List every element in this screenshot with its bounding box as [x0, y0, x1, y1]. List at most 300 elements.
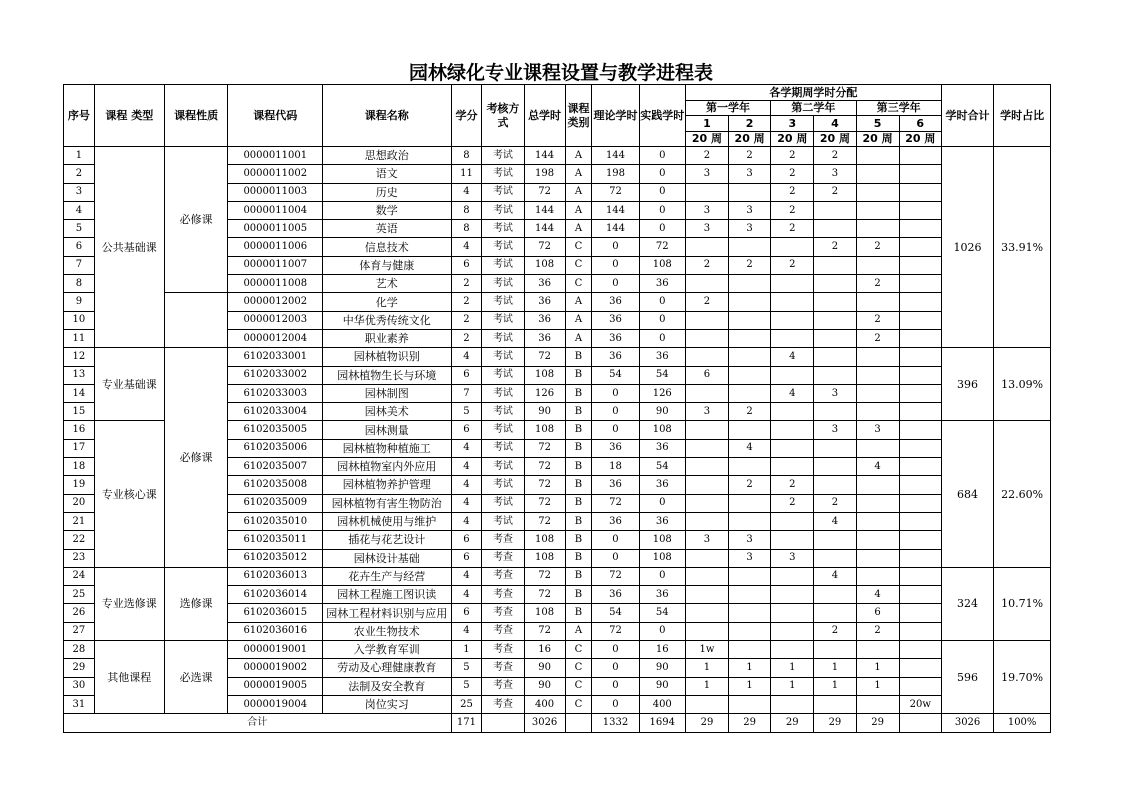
course-theory: 36: [592, 348, 639, 366]
group-ratio: 33.91%: [994, 147, 1051, 348]
semester-hours: 1: [685, 677, 728, 695]
course-name: 园林植物室内外应用: [323, 458, 452, 476]
table-footer: [64, 714, 1051, 732]
course-type-cell: 专业选修课: [94, 567, 164, 640]
course-credit: 6: [451, 421, 482, 439]
course-total-hours: 144: [524, 220, 565, 238]
course-credit: 11: [451, 165, 482, 183]
semester-hours: 2: [814, 183, 856, 201]
semester-hours: [729, 293, 771, 311]
semester-hours: [771, 293, 814, 311]
course-practice: 108: [639, 531, 685, 549]
header-nature: 课程性质: [164, 85, 228, 147]
course-practice: 36: [639, 476, 685, 494]
footer-semester: 29: [814, 714, 856, 732]
course-credit: 4: [451, 494, 482, 512]
semester-hours: 3: [729, 201, 771, 219]
course-code: 6102033003: [228, 384, 323, 402]
course-practice: 108: [639, 256, 685, 274]
course-category: C: [565, 256, 592, 274]
semester-hours: 4: [771, 384, 814, 402]
semester-hours: [856, 476, 899, 494]
semester-hours: 1: [856, 659, 899, 677]
course-code: 6102033001: [228, 348, 323, 366]
semester-hours: [814, 549, 856, 567]
semester-hours: [814, 641, 856, 659]
semester-hours: 2: [685, 147, 728, 165]
semester-hours: [685, 439, 728, 457]
course-exam: 考试: [482, 494, 524, 512]
course-theory: 36: [592, 439, 639, 457]
semester-hours: [685, 311, 728, 329]
semester-hours: [729, 421, 771, 439]
semester-hours: [771, 329, 814, 347]
semester-hours: [729, 458, 771, 476]
course-credit: 5: [451, 677, 482, 695]
course-type-cell: 公共基础课: [94, 147, 164, 348]
course-exam: 考查: [482, 604, 524, 622]
course-exam: 考查: [482, 677, 524, 695]
row-number: 19: [64, 476, 95, 494]
semester-hours: [899, 256, 941, 274]
semester-hours: 2: [856, 311, 899, 329]
course-category: A: [565, 311, 592, 329]
course-exam: 考试: [482, 476, 524, 494]
semester-hours: 2: [856, 238, 899, 256]
course-exam: 考试: [482, 220, 524, 238]
course-practice: 90: [639, 403, 685, 421]
course-theory: 0: [592, 275, 639, 293]
course-name: 数学: [323, 201, 452, 219]
semester-hours: [685, 622, 728, 640]
course-name: 岗位实习: [323, 695, 452, 713]
course-credit: 4: [451, 458, 482, 476]
semester-hours: [814, 403, 856, 421]
course-category: A: [565, 147, 592, 165]
course-credit: 4: [451, 622, 482, 640]
row-number: 8: [64, 275, 95, 293]
header-semester: 2: [729, 116, 771, 132]
semester-hours: 3: [729, 531, 771, 549]
course-code: 6102035009: [228, 494, 323, 512]
course-exam: 考试: [482, 147, 524, 165]
course-category: B: [565, 421, 592, 439]
course-name: 化学: [323, 293, 452, 311]
footer-semester: [899, 714, 941, 732]
row-number: 6: [64, 238, 95, 256]
course-practice: 0: [639, 622, 685, 640]
group-hours-sum: 684: [941, 421, 993, 567]
course-theory: 72: [592, 494, 639, 512]
course-exam: 考查: [482, 567, 524, 585]
header-total-hours: 总学时: [524, 85, 565, 147]
semester-hours: [814, 311, 856, 329]
semester-hours: [899, 659, 941, 677]
course-theory: 36: [592, 293, 639, 311]
semester-hours: [771, 403, 814, 421]
semester-hours: 2: [729, 403, 771, 421]
course-credit: 5: [451, 403, 482, 421]
semester-hours: 1: [771, 677, 814, 695]
course-total-hours: 72: [524, 458, 565, 476]
course-category: B: [565, 512, 592, 530]
semester-hours: 4: [856, 586, 899, 604]
course-name: 历史: [323, 183, 452, 201]
group-hours-sum: 596: [941, 641, 993, 714]
semester-hours: 3: [729, 165, 771, 183]
course-code: 0000011001: [228, 147, 323, 165]
semester-hours: 2: [685, 293, 728, 311]
semester-hours: 6: [685, 366, 728, 384]
row-number: 20: [64, 494, 95, 512]
header-theory: 理论学时: [592, 85, 639, 147]
course-theory: 144: [592, 201, 639, 219]
row-number: 22: [64, 531, 95, 549]
row-number: 3: [64, 183, 95, 201]
semester-hours: [729, 329, 771, 347]
course-exam: 考试: [482, 512, 524, 530]
semester-hours: [685, 348, 728, 366]
course-code: 0000012004: [228, 329, 323, 347]
course-category: C: [565, 695, 592, 713]
semester-hours: 6: [856, 604, 899, 622]
course-name: 农业生物技术: [323, 622, 452, 640]
semester-hours: [856, 549, 899, 567]
course-name: 英语: [323, 220, 452, 238]
course-exam: 考查: [482, 586, 524, 604]
course-total-hours: 36: [524, 311, 565, 329]
semester-hours: [685, 384, 728, 402]
course-exam: 考试: [482, 439, 524, 457]
semester-hours: [771, 512, 814, 530]
course-total-hours: 72: [524, 348, 565, 366]
course-theory: 198: [592, 165, 639, 183]
course-code: 6102035012: [228, 549, 323, 567]
semester-hours: [814, 293, 856, 311]
course-code: 6102035011: [228, 531, 323, 549]
header-weeks: 20 周: [771, 131, 814, 147]
footer-semester: 29: [856, 714, 899, 732]
course-name: 法制及安全教育: [323, 677, 452, 695]
semester-hours: [729, 567, 771, 585]
course-exam: 考试: [482, 201, 524, 219]
semester-hours: [899, 201, 941, 219]
semester-hours: [856, 348, 899, 366]
semester-hours: [899, 311, 941, 329]
course-category: B: [565, 494, 592, 512]
course-name: 园林植物养护管理: [323, 476, 452, 494]
course-exam: 考查: [482, 659, 524, 677]
semester-hours: [814, 458, 856, 476]
course-name: 园林设计基础: [323, 549, 452, 567]
table-row: [64, 147, 1051, 165]
course-category: A: [565, 183, 592, 201]
course-exam: 考试: [482, 384, 524, 402]
course-practice: 72: [639, 238, 685, 256]
semester-hours: [899, 366, 941, 384]
footer-hours-sum: 3026: [941, 714, 993, 732]
course-exam: 考试: [482, 329, 524, 347]
table-row: [64, 641, 1051, 659]
semester-hours: 3: [729, 549, 771, 567]
header-course-type: 课程 类型: [94, 85, 164, 147]
course-code: 6102036015: [228, 604, 323, 622]
header-semester: 1: [685, 116, 728, 132]
semester-hours: [771, 366, 814, 384]
semester-hours: 3: [685, 220, 728, 238]
course-total-hours: 36: [524, 329, 565, 347]
semester-hours: [899, 512, 941, 530]
semester-hours: [685, 421, 728, 439]
course-exam: 考试: [482, 421, 524, 439]
semester-hours: [899, 275, 941, 293]
course-credit: 6: [451, 604, 482, 622]
course-practice: 108: [639, 549, 685, 567]
course-exam: 考试: [482, 458, 524, 476]
semester-hours: [899, 348, 941, 366]
footer-ratio: 100%: [994, 714, 1051, 732]
course-total-hours: 72: [524, 238, 565, 256]
course-practice: 0: [639, 494, 685, 512]
semester-hours: [856, 256, 899, 274]
semester-hours: [685, 458, 728, 476]
course-credit: 25: [451, 695, 482, 713]
semester-hours: 3: [729, 220, 771, 238]
footer-empty: [565, 714, 592, 732]
semester-hours: [814, 220, 856, 238]
course-total-hours: 108: [524, 256, 565, 274]
semester-hours: 2: [771, 147, 814, 165]
course-code: 6102036013: [228, 567, 323, 585]
course-name: 园林制图: [323, 384, 452, 402]
course-total-hours: 108: [524, 604, 565, 622]
header-seq: 序号: [64, 85, 95, 147]
course-total-hours: 72: [524, 622, 565, 640]
course-total-hours: 400: [524, 695, 565, 713]
course-name: 入学教育军训: [323, 641, 452, 659]
semester-hours: [685, 476, 728, 494]
semester-hours: [729, 183, 771, 201]
course-credit: 7: [451, 384, 482, 402]
course-category: C: [565, 677, 592, 695]
semester-hours: [856, 403, 899, 421]
semester-hours: [771, 641, 814, 659]
course-code: 6102036014: [228, 586, 323, 604]
header-year-3: 第三学年: [856, 100, 941, 116]
row-number: 21: [64, 512, 95, 530]
course-theory: 72: [592, 567, 639, 585]
header-semester: 6: [899, 116, 941, 132]
semester-hours: 2: [856, 275, 899, 293]
semester-hours: [771, 604, 814, 622]
course-practice: 0: [639, 183, 685, 201]
semester-hours: 2: [685, 256, 728, 274]
course-theory: 18: [592, 458, 639, 476]
semester-hours: 1: [814, 659, 856, 677]
semester-hours: [729, 695, 771, 713]
semester-hours: [685, 512, 728, 530]
semester-hours: [899, 403, 941, 421]
course-exam: 考查: [482, 549, 524, 567]
semester-hours: [729, 348, 771, 366]
course-total-hours: 108: [524, 549, 565, 567]
course-credit: 8: [451, 147, 482, 165]
row-number: 14: [64, 384, 95, 402]
footer-credit: 171: [451, 714, 482, 732]
course-code: 6102033002: [228, 366, 323, 384]
course-code: 0000011004: [228, 201, 323, 219]
semester-hours: 1: [729, 659, 771, 677]
course-exam: 考查: [482, 641, 524, 659]
course-code: 6102035005: [228, 421, 323, 439]
row-number: 10: [64, 311, 95, 329]
header-weeks: 20 周: [899, 131, 941, 147]
course-name: 信息技术: [323, 238, 452, 256]
semester-hours: [685, 329, 728, 347]
course-code: 0000011005: [228, 220, 323, 238]
course-credit: 6: [451, 549, 482, 567]
course-credit: 5: [451, 659, 482, 677]
course-theory: 0: [592, 421, 639, 439]
semester-hours: [856, 641, 899, 659]
semester-hours: 2: [771, 220, 814, 238]
semester-hours: [899, 183, 941, 201]
semester-hours: [899, 677, 941, 695]
course-total-hours: 72: [524, 567, 565, 585]
header-hours-sum: 学时合计: [941, 85, 993, 147]
course-credit: 4: [451, 476, 482, 494]
course-category: B: [565, 439, 592, 457]
course-category: C: [565, 641, 592, 659]
row-number: 29: [64, 659, 95, 677]
row-number: 7: [64, 256, 95, 274]
semester-hours: 1: [814, 677, 856, 695]
course-total-hours: 72: [524, 494, 565, 512]
course-category: B: [565, 604, 592, 622]
course-code: 6102035008: [228, 476, 323, 494]
course-name: 花卉生产与经营: [323, 567, 452, 585]
semester-hours: [856, 567, 899, 585]
semester-hours: 3: [771, 549, 814, 567]
semester-hours: [685, 549, 728, 567]
course-code: 0000011006: [228, 238, 323, 256]
course-practice: 90: [639, 659, 685, 677]
header-semester: 5: [856, 116, 899, 132]
course-credit: 4: [451, 183, 482, 201]
semester-hours: [729, 384, 771, 402]
course-practice: 36: [639, 439, 685, 457]
semester-hours: 2: [771, 201, 814, 219]
semester-hours: 2: [771, 476, 814, 494]
course-nature-cell: 必修课: [164, 147, 228, 293]
semester-hours: [685, 494, 728, 512]
header-credit: 学分: [451, 85, 482, 147]
course-total-hours: 36: [524, 293, 565, 311]
semester-hours: 3: [685, 201, 728, 219]
semester-hours: 2: [856, 329, 899, 347]
semester-hours: [856, 494, 899, 512]
course-category: B: [565, 348, 592, 366]
course-category: B: [565, 458, 592, 476]
semester-hours: [729, 366, 771, 384]
course-name: 园林植物种植施工: [323, 439, 452, 457]
semester-hours: 2: [814, 147, 856, 165]
course-practice: 0: [639, 220, 685, 238]
semester-hours: 3: [814, 165, 856, 183]
course-credit: 4: [451, 238, 482, 256]
course-code: 6102035006: [228, 439, 323, 457]
table-row: [64, 293, 1051, 311]
semester-hours: [814, 201, 856, 219]
semester-hours: 1: [856, 677, 899, 695]
footer-label: 合计: [64, 714, 452, 732]
course-name: 园林工程施工图识读: [323, 586, 452, 604]
header-category: 课程类别: [565, 85, 592, 147]
course-code: 6102035010: [228, 512, 323, 530]
course-credit: 2: [451, 329, 482, 347]
course-practice: 16: [639, 641, 685, 659]
footer-semester: 29: [729, 714, 771, 732]
footer-theory: 1332: [592, 714, 639, 732]
course-category: B: [565, 476, 592, 494]
course-theory: 54: [592, 366, 639, 384]
group-ratio: 19.70%: [994, 641, 1051, 714]
course-total-hours: 72: [524, 586, 565, 604]
course-total-hours: 198: [524, 165, 565, 183]
course-theory: 0: [592, 238, 639, 256]
course-name: 园林植物识别: [323, 348, 452, 366]
semester-hours: [856, 531, 899, 549]
course-exam: 考试: [482, 366, 524, 384]
course-exam: 考查: [482, 695, 524, 713]
semester-hours: [814, 256, 856, 274]
course-exam: 考查: [482, 531, 524, 549]
semester-hours: [899, 604, 941, 622]
course-theory: 36: [592, 586, 639, 604]
semester-hours: [685, 586, 728, 604]
course-credit: 4: [451, 586, 482, 604]
semester-hours: [856, 183, 899, 201]
course-category: B: [565, 403, 592, 421]
semester-hours: 2: [771, 183, 814, 201]
course-theory: 0: [592, 256, 639, 274]
course-total-hours: 90: [524, 659, 565, 677]
course-total-hours: 90: [524, 677, 565, 695]
course-theory: 72: [592, 622, 639, 640]
semester-hours: [685, 183, 728, 201]
semester-hours: [729, 604, 771, 622]
semester-hours: 20w: [899, 695, 941, 713]
course-total-hours: 144: [524, 201, 565, 219]
course-total-hours: 36: [524, 275, 565, 293]
group-ratio: 22.60%: [994, 421, 1051, 567]
course-total-hours: 126: [524, 384, 565, 402]
course-exam: 考试: [482, 275, 524, 293]
course-practice: 90: [639, 677, 685, 695]
course-practice: 54: [639, 604, 685, 622]
course-total-hours: 108: [524, 421, 565, 439]
course-exam: 考试: [482, 256, 524, 274]
semester-hours: 3: [685, 403, 728, 421]
course-theory: 0: [592, 641, 639, 659]
course-nature-cell: 选修课: [164, 567, 228, 640]
course-code: 0000019001: [228, 641, 323, 659]
course-theory: 0: [592, 384, 639, 402]
semester-hours: 2: [771, 165, 814, 183]
row-number: 28: [64, 641, 95, 659]
course-category: B: [565, 384, 592, 402]
course-category: A: [565, 201, 592, 219]
